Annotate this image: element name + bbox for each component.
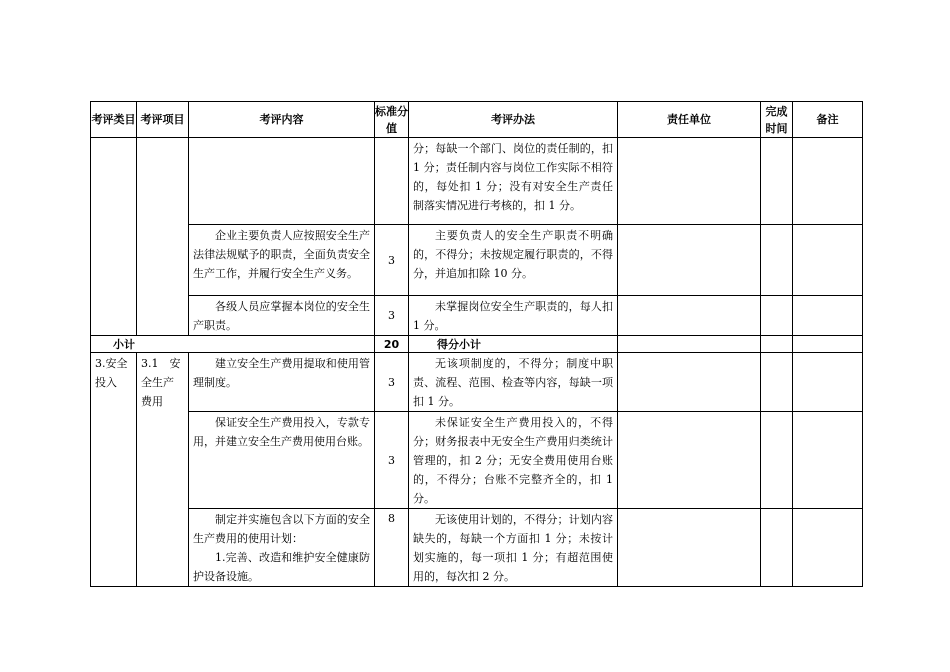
score-cell: 3 xyxy=(375,225,409,296)
subtotal-row xyxy=(91,336,863,353)
content-text-item: 1.完善、改造和维护安全健康防护设备设施。 xyxy=(193,551,370,583)
header-score: 标准分值 xyxy=(375,102,409,138)
project-cell: 3.1 安全生产费用 xyxy=(137,353,189,587)
unit-cell xyxy=(618,225,761,296)
note-cell xyxy=(793,336,863,353)
content-text: 制定并实施包含以下方面的安全生产费用的使用计划： xyxy=(193,513,370,545)
method-cell: 未掌握岗位安全生产职责的，每人扣 1 分。 xyxy=(409,296,618,336)
table-header-row xyxy=(91,102,863,138)
method-cell: 分；每缺一个部门、岗位的责任制的，扣 1 分；责任制内容与岗位工作实际不相符的，每处扣 1 分；没有对安全生产责任制落实情况进行考核的，扣 1 分。 xyxy=(409,138,618,225)
subtotal-label: 小计 xyxy=(91,336,375,353)
header-method: 考评办法 xyxy=(409,102,618,138)
note-cell xyxy=(793,225,863,296)
method-cell: 主要负责人的安全生产职责不明确的，不得分；未按规定履行职责的，不得分，并追加扣除 10 分。 xyxy=(409,225,618,296)
table-row xyxy=(91,296,863,336)
score-cell xyxy=(375,138,409,225)
note-cell xyxy=(793,353,863,412)
category-cell xyxy=(91,138,137,336)
content-cell: 保证安全生产费用投入，专款专用，并建立安全生产费用使用台账。 xyxy=(189,412,375,509)
table-row xyxy=(91,225,863,296)
score-cell: 3 xyxy=(375,296,409,336)
note-cell xyxy=(793,138,863,225)
score-cell: 8 xyxy=(375,509,409,587)
content-cell: 企业主要负责人应按照安全生产法律法规赋予的职责，全面负责安全生产工作，并履行安全生产义务。 xyxy=(189,225,375,296)
table-row xyxy=(91,138,863,225)
table-row xyxy=(91,509,863,587)
method-cell: 无该使用计划的，不得分；计划内容缺失的，每缺一个方面扣 1 分；未按计划实施的，每一项扣 1 分；有超范围使用的，每次扣 2 分。 xyxy=(409,509,618,587)
method-cell: 未保证安全生产费用投入的，不得分；财务报表中无安全生产费用归类统计管理的，扣 2 分；无安全费用使用台账的，不得分；台账不完整齐全的，扣 1 分。 xyxy=(409,412,618,509)
unit-cell xyxy=(618,412,761,509)
unit-cell xyxy=(618,353,761,412)
unit-cell xyxy=(618,296,761,336)
unit-cell xyxy=(618,509,761,587)
score-cell: 3 xyxy=(375,353,409,412)
content-cell xyxy=(189,509,375,587)
header-note: 备注 xyxy=(793,102,863,138)
note-cell xyxy=(793,296,863,336)
subtotal-value: 20 xyxy=(375,336,409,353)
score-cell: 3 xyxy=(375,412,409,509)
unit-cell xyxy=(618,138,761,225)
time-cell xyxy=(761,225,793,296)
time-cell xyxy=(761,296,793,336)
content-cell xyxy=(189,138,375,225)
category-cell: 3.安全投入 xyxy=(91,353,137,587)
content-cell: 各级人员应掌握本岗位的安全生产职责。 xyxy=(189,296,375,336)
time-cell xyxy=(761,412,793,509)
score-subtotal-label: 得分小计 xyxy=(409,336,618,353)
header-content: 考评内容 xyxy=(189,102,375,138)
table-row xyxy=(91,412,863,509)
header-category: 考评类目 xyxy=(91,102,137,138)
note-cell xyxy=(793,509,863,587)
method-cell: 无该项制度的，不得分；制度中职责、流程、范围、检查等内容，每缺一项扣 1 分。 xyxy=(409,353,618,412)
time-cell xyxy=(761,509,793,587)
unit-cell xyxy=(618,336,761,353)
assessment-table xyxy=(90,101,863,587)
time-cell xyxy=(761,336,793,353)
header-project: 考评项目 xyxy=(137,102,189,138)
content-cell: 建立安全生产费用提取和使用管理制度。 xyxy=(189,353,375,412)
time-cell xyxy=(761,138,793,225)
time-cell xyxy=(761,353,793,412)
header-time: 完成时间 xyxy=(761,102,793,138)
header-unit: 责任单位 xyxy=(618,102,761,138)
note-cell xyxy=(793,412,863,509)
project-cell xyxy=(137,138,189,336)
table-row xyxy=(91,353,863,412)
